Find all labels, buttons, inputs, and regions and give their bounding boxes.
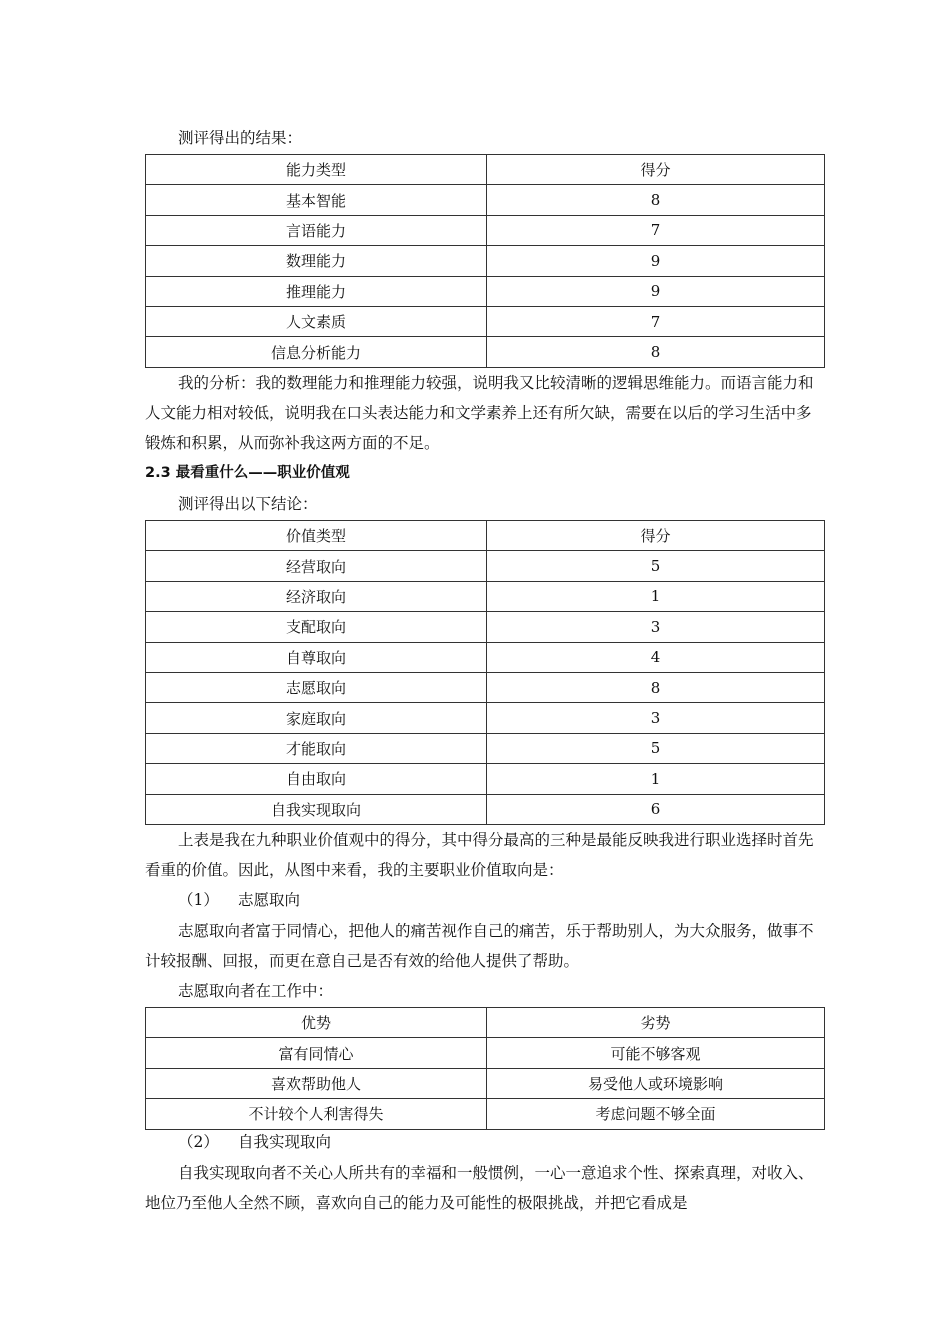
table-cell: 易受他人或环境影响 <box>487 1068 825 1098</box>
table-cell: 人文素质 <box>146 306 487 336</box>
table-cell: 5 <box>487 733 825 763</box>
volunteer-table-row <box>146 1038 825 1068</box>
value-table-row <box>146 733 825 763</box>
table-cell: 推理能力 <box>146 276 487 306</box>
table-cell: 7 <box>487 306 825 336</box>
value-intro: 测评得出以下结论： <box>178 495 318 513</box>
table-cell: 自我实现取向 <box>146 794 487 824</box>
table-cell: 3 <box>487 612 825 642</box>
table-cell: 基本智能 <box>146 185 487 215</box>
table-cell: 喜欢帮助他人 <box>146 1068 487 1098</box>
value-summary: 上表是我在九种职业价值观中的得分，其中得分最高的三种是最能反映我进行职业选择时首先看重的价值。因此，从图中来看，我的主要职业价值取向是： <box>145 831 814 879</box>
table-cell: 自尊取向 <box>146 642 487 672</box>
list-item-1-number: （1） <box>178 891 219 909</box>
table-cell: 5 <box>487 551 825 581</box>
table-cell: 数理能力 <box>146 246 487 276</box>
column-header: 得分 <box>487 521 825 551</box>
ability-analysis: 我的分析：我的数理能力和推理能力较强，说明我又比较清晰的逻辑思维能力。而语言能力和人文能力相对较低，说明我在口头表达能力和文学素养上还有所欠缺，需要在以后的学习生活中多锻炼和积累，从而弥补我这两方面的不足。 <box>145 374 814 452</box>
table-cell: 6 <box>487 794 825 824</box>
column-header: 优势 <box>146 1008 487 1038</box>
table-cell: 8 <box>487 337 825 367</box>
value-table-row <box>146 794 825 824</box>
value-table-row <box>146 672 825 702</box>
table-cell: 支配取向 <box>146 612 487 642</box>
ability-table-row <box>146 246 825 276</box>
value-table-row <box>146 581 825 611</box>
table-cell: 自由取向 <box>146 764 487 794</box>
table-cell: 4 <box>487 642 825 672</box>
table-cell: 考虑问题不够全面 <box>487 1099 825 1129</box>
value-table-header-row <box>146 521 825 551</box>
column-header: 劣势 <box>487 1008 825 1038</box>
list-item-1-label: 志愿取向 <box>238 891 301 909</box>
volunteer-table-row <box>146 1068 825 1098</box>
ability-table-row <box>146 276 825 306</box>
table-cell: 7 <box>487 215 825 245</box>
value-table-row <box>146 551 825 581</box>
ability-table-header-row <box>146 155 825 185</box>
table-cell: 志愿取向 <box>146 672 487 702</box>
table-cell: 8 <box>487 185 825 215</box>
table-cell: 家庭取向 <box>146 703 487 733</box>
table-cell: 3 <box>487 703 825 733</box>
ability-table-row <box>146 337 825 367</box>
ability-table-row <box>146 185 825 215</box>
column-header: 能力类型 <box>146 155 487 185</box>
self-actualization-description: 自我实现取向者不关心人所共有的幸福和一般惯例，一心一意追求个性、探索真理，对收入、地位乃至他人全然不顾，喜欢向自己的能力及可能性的极限挑战，并把它看成是 <box>145 1164 814 1212</box>
volunteer-table <box>145 1007 825 1130</box>
value-table <box>145 520 825 825</box>
column-header: 价值类型 <box>146 521 487 551</box>
volunteer-description: 志愿取向者富于同情心，把他人的痛苦视作自己的痛苦，乐于帮助别人，为大众服务，做事不计较报酬、回报，而更在意自己是否有效的给他人提供了帮助。 <box>145 922 814 970</box>
value-table-row <box>146 642 825 672</box>
table-cell: 1 <box>487 581 825 611</box>
table-cell: 言语能力 <box>146 215 487 245</box>
section-heading: 2.3 最看重什么——职业价值观 <box>145 465 350 481</box>
ability-table-row <box>146 306 825 336</box>
table-cell: 信息分析能力 <box>146 337 487 367</box>
table-cell: 才能取向 <box>146 733 487 763</box>
list-item-2-label: 自我实现取向 <box>238 1133 332 1151</box>
list-item-2 <box>178 1127 331 1157</box>
table-cell: 经济取向 <box>146 581 487 611</box>
ability-table <box>145 154 825 368</box>
ability-intro: 测评得出的结果： <box>178 129 303 147</box>
table-cell: 不计较个人利害得失 <box>146 1099 487 1129</box>
table-cell: 9 <box>487 246 825 276</box>
volunteer-table-row <box>146 1099 825 1129</box>
table-cell: 可能不够客观 <box>487 1038 825 1068</box>
table-cell: 经营取向 <box>146 551 487 581</box>
ability-table-row <box>146 215 825 245</box>
table-cell: 富有同情心 <box>146 1038 487 1068</box>
column-header: 得分 <box>487 155 825 185</box>
table-cell: 8 <box>487 672 825 702</box>
volunteer-work-intro: 志愿取向者在工作中： <box>178 982 334 1000</box>
table-cell: 9 <box>487 276 825 306</box>
value-table-row <box>146 612 825 642</box>
value-table-row <box>146 764 825 794</box>
list-item-2-number: （2） <box>178 1133 219 1151</box>
value-table-row <box>146 703 825 733</box>
list-item-1 <box>178 885 300 915</box>
volunteer-table-header-row <box>146 1008 825 1038</box>
table-cell: 1 <box>487 764 825 794</box>
